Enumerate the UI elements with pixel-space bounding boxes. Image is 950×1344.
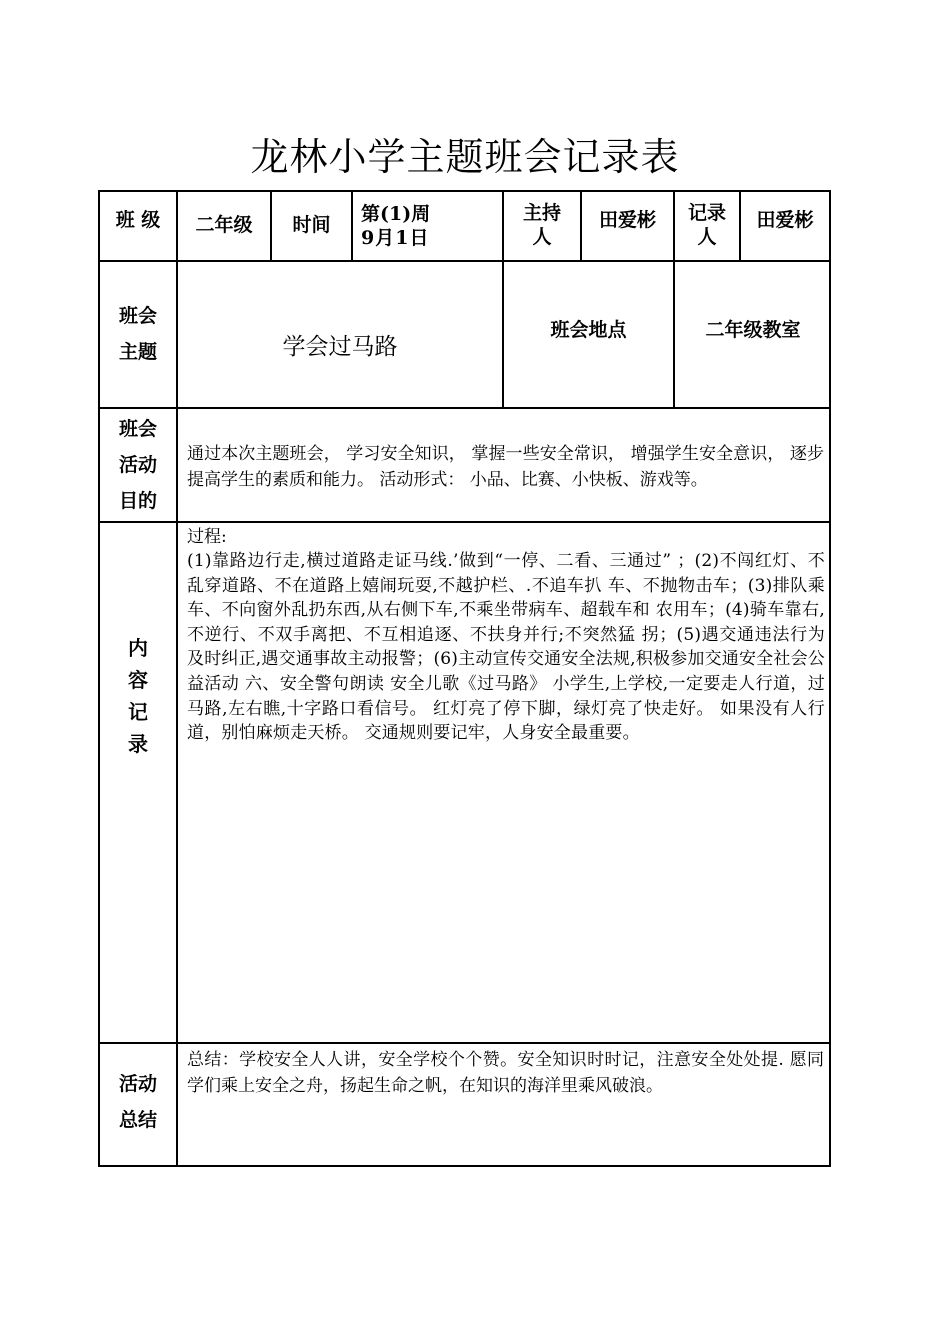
theme-label-line1: 班会 (118, 305, 157, 327)
summary-label-line2: 总结 (118, 1109, 157, 1131)
purpose-text: 通过本次主题班会， 学习安全知识， 掌握一些安全常识， 增强学生安全意识， 逐步提高学生的素质和能力。 活动形式： 小品、比赛、小快板、游戏等。 (187, 444, 824, 490)
theme-value: 学会过马路 (282, 334, 398, 360)
summary-text: 总结：学校安全人人讲，安全学校个个赞。安全知识时时记，注意安全处处提. 愿同学们乘上安全之舟，扬起生命之帆，在知识的海洋里乘风破浪。 (187, 1050, 824, 1096)
time-value-week: 第(1)周 (361, 203, 431, 225)
time-label: 时间 (292, 214, 331, 236)
location-label: 班会地点 (550, 319, 627, 341)
content-label-1: 内 (128, 636, 148, 660)
location-value: 二年级教室 (705, 319, 801, 341)
class-value: 二年级 (195, 214, 253, 236)
summary-label-line1: 活动 (118, 1073, 157, 1095)
recorder-label-line1: 记录 (687, 202, 726, 224)
column-divider (351, 190, 353, 261)
row-divider (98, 521, 831, 523)
purpose-label-line2: 活动 (118, 454, 157, 476)
summary-label (100, 1066, 176, 1138)
page-title: 龙林小学主题班会记录表 (250, 135, 680, 179)
time-value-date: 9月1日 (361, 227, 430, 249)
row-divider (98, 1042, 831, 1044)
host-value: 田爱彬 (598, 209, 656, 231)
host-label (504, 201, 580, 249)
host-label-line2: 人 (532, 226, 552, 248)
purpose-label (100, 411, 176, 519)
row-divider (98, 260, 831, 262)
purpose-label-line3: 目的 (118, 490, 157, 512)
host-label-line1: 主持 (522, 202, 561, 224)
content-heading: 过程: (187, 527, 227, 547)
content-label-2: 容 (128, 668, 148, 692)
class-label: 班 级 (115, 209, 161, 231)
content-label (100, 632, 176, 760)
content-text: (1)靠路边行走,横过道路走证马线.’做到“一停、二看、三通过” ；(2)不闯红灯、不乱穿道路、不在道路上嬉闹玩耍,不越护栏、.不追车扒 车、不抛物击车；(3)排队乘车、不向窗外乱扔东西,从右侧下车,不乘坐带病车、超载车和 农用车；(4)骑车靠右,不逆行、不双手离把、不互相追逐、不扶身并行;不突然猛 拐；(5)遇交通违法行为及时纠正,遇交通事故主动报警；(6)主动宣传交通安全法规,积极参加交通安全社会公益活动 六、安全警句朗读 安全儿歌《过马路》 小学生,上学校,一定要走人行道，过马路,左右瞧,十字路口看信号。 红灯亮了停下脚，绿灯亮了快走好。 如果没有人行道，别怕麻烦走天桥。 交通规则要记牢，人身安全最重要。 (187, 551, 825, 744)
content-label-4: 录 (128, 732, 148, 756)
content-label-3: 记 (128, 700, 148, 724)
theme-label (100, 298, 176, 370)
theme-label-line2: 主题 (118, 341, 157, 363)
recorder-label (675, 201, 739, 249)
purpose-label-line1: 班会 (118, 418, 157, 440)
recorder-label-line2: 人 (697, 226, 717, 248)
recorder-value: 田爱彬 (756, 209, 814, 231)
row-divider (98, 407, 831, 409)
